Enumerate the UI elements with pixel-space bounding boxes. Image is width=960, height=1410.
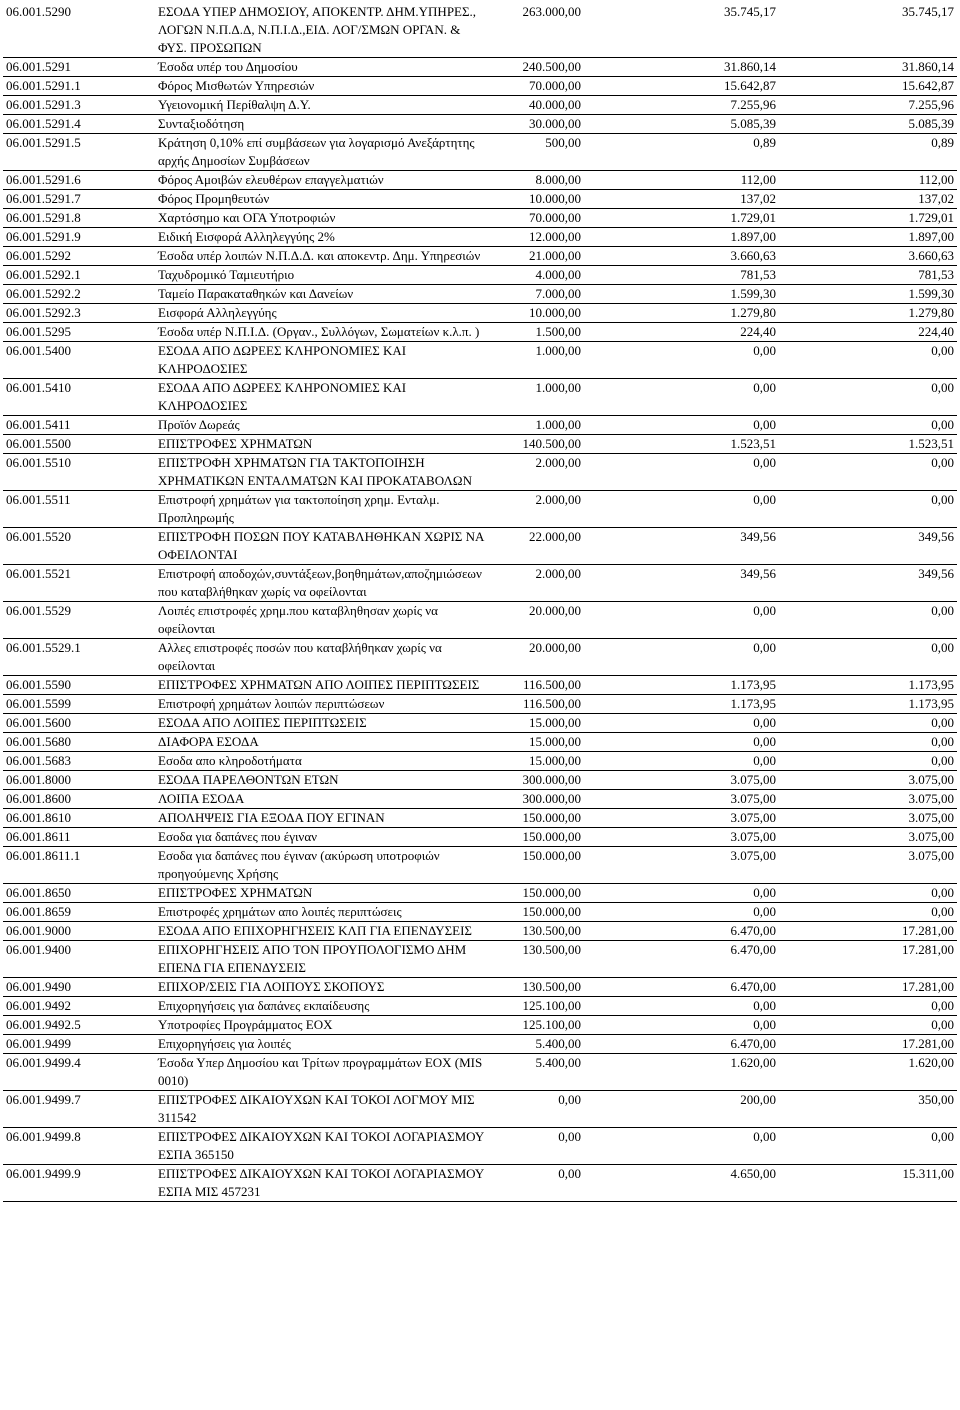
- account-description: Προϊόν Δωρεάς: [153, 416, 489, 435]
- certified-amount: 0,89: [581, 134, 779, 171]
- budgeted-amount: 5.400,00: [489, 1035, 581, 1054]
- certified-amount: 0,00: [581, 454, 779, 491]
- budgeted-amount: 116.500,00: [489, 676, 581, 695]
- account-code: 06.001.5599: [3, 695, 153, 714]
- account-code: 06.001.5292.2: [3, 285, 153, 304]
- account-code: 06.001.5295: [3, 323, 153, 342]
- budgeted-amount: 263.000,00: [489, 3, 581, 58]
- budgeted-amount: 240.500,00: [489, 58, 581, 77]
- certified-amount: 31.860,14: [581, 58, 779, 77]
- certified-amount: 3.075,00: [581, 771, 779, 790]
- account-code: 06.001.8611: [3, 828, 153, 847]
- account-code: 06.001.9499.8: [3, 1128, 153, 1165]
- collected-amount: 0,00: [779, 1128, 957, 1165]
- budget-revenue-table: [3, 3, 957, 1202]
- certified-amount: 0,00: [581, 1016, 779, 1035]
- collected-amount: 349,56: [779, 528, 957, 565]
- collected-amount: 17.281,00: [779, 978, 957, 997]
- table-row: [3, 733, 957, 752]
- certified-amount: 349,56: [581, 565, 779, 602]
- collected-amount: 137,02: [779, 190, 957, 209]
- certified-amount: 3.075,00: [581, 828, 779, 847]
- account-code: 06.001.9492: [3, 997, 153, 1016]
- table-row: [3, 1091, 957, 1128]
- account-description: Φόρος Αμοιβών ελευθέρων επαγγελματιών: [153, 171, 489, 190]
- budgeted-amount: 1.000,00: [489, 342, 581, 379]
- account-code: 06.001.9499: [3, 1035, 153, 1054]
- collected-amount: 1.173,95: [779, 695, 957, 714]
- collected-amount: 3.075,00: [779, 828, 957, 847]
- account-code: 06.001.9490: [3, 978, 153, 997]
- table-row: [3, 115, 957, 134]
- table-row: [3, 435, 957, 454]
- account-description: ΔΙΑΦΟΡΑ ΕΣΟΔΑ: [153, 733, 489, 752]
- budgeted-amount: 125.100,00: [489, 997, 581, 1016]
- account-code: 06.001.5410: [3, 379, 153, 416]
- budgeted-amount: 30.000,00: [489, 115, 581, 134]
- certified-amount: 0,00: [581, 1128, 779, 1165]
- table-row: [3, 941, 957, 978]
- account-code: 06.001.8600: [3, 790, 153, 809]
- certified-amount: 3.075,00: [581, 847, 779, 884]
- certified-amount: 35.745,17: [581, 3, 779, 58]
- account-description: ΕΠΙΣΤΡΟΦΕΣ ΧΡΗΜΑΤΩΝ: [153, 884, 489, 903]
- certified-amount: 1.729,01: [581, 209, 779, 228]
- budgeted-amount: 125.100,00: [489, 1016, 581, 1035]
- collected-amount: 1.173,95: [779, 676, 957, 695]
- certified-amount: 781,53: [581, 266, 779, 285]
- certified-amount: 137,02: [581, 190, 779, 209]
- certified-amount: 6.470,00: [581, 1035, 779, 1054]
- certified-amount: 0,00: [581, 416, 779, 435]
- certified-amount: 0,00: [581, 491, 779, 528]
- account-description: Κράτηση 0,10% επί συμβάσεων για λογαρισμό Ανεξάρτητης αρχής Δημοσίων Συμβάσεων: [153, 134, 489, 171]
- collected-amount: 0,00: [779, 639, 957, 676]
- certified-amount: 1.279,80: [581, 304, 779, 323]
- account-code: 06.001.5520: [3, 528, 153, 565]
- account-description: ΕΠΙΣΤΡΟΦΕΣ ΔΙΚΑΙΟΥΧΩΝ ΚΑΙ ΤΟΚΟΙ ΛΟΓΑΡΙΑΣΜΟΥ ΕΣΠΑ ΜΙΣ 457231: [153, 1165, 489, 1202]
- table-row: [3, 790, 957, 809]
- collected-amount: 0,00: [779, 903, 957, 922]
- account-description: Εσοδα για δαπάνες που έγιναν (ακύρωση υποτροφιών προηγούμενης Χρήσης: [153, 847, 489, 884]
- table-row: [3, 171, 957, 190]
- collected-amount: 0,00: [779, 416, 957, 435]
- account-description: Εισφορά Αλληλεγγύης: [153, 304, 489, 323]
- collected-amount: 0,00: [779, 997, 957, 1016]
- certified-amount: 1.173,95: [581, 676, 779, 695]
- account-code: 06.001.8000: [3, 771, 153, 790]
- account-code: 06.001.5529: [3, 602, 153, 639]
- table-row: [3, 3, 957, 58]
- collected-amount: 781,53: [779, 266, 957, 285]
- budgeted-amount: 20.000,00: [489, 602, 581, 639]
- account-code: 06.001.5510: [3, 454, 153, 491]
- account-code: 06.001.5291.1: [3, 77, 153, 96]
- certified-amount: 15.642,87: [581, 77, 779, 96]
- certified-amount: 349,56: [581, 528, 779, 565]
- budgeted-amount: 130.500,00: [489, 941, 581, 978]
- budgeted-amount: 140.500,00: [489, 435, 581, 454]
- account-description: Λοιπές επιστροφές χρημ.που καταβληθησαν χωρίς να οφείλονται: [153, 602, 489, 639]
- account-description: ΛΟΙΠΑ ΕΣΟΔΑ: [153, 790, 489, 809]
- account-code: 06.001.5291.7: [3, 190, 153, 209]
- table-row: [3, 565, 957, 602]
- account-code: 06.001.5521: [3, 565, 153, 602]
- table-row: [3, 528, 957, 565]
- table-row: [3, 695, 957, 714]
- certified-amount: 6.470,00: [581, 978, 779, 997]
- collected-amount: 1.279,80: [779, 304, 957, 323]
- account-description: ΕΣΟΔΑ ΑΠΟ ΔΩΡΕΕΣ ΚΛΗΡΟΝΟΜΙΕΣ ΚΑΙ ΚΛΗΡΟΔΟΣΙΕΣ: [153, 342, 489, 379]
- budgeted-amount: 21.000,00: [489, 247, 581, 266]
- certified-amount: 1.897,00: [581, 228, 779, 247]
- account-description: Ταμείο Παρακαταθηκών και Δανείων: [153, 285, 489, 304]
- account-description: ΕΠΙΣΤΡΟΦΕΣ ΔΙΚΑΙΟΥΧΩΝ ΚΑΙ ΤΟΚΟΙ ΛΟΓΑΡΙΑΣΜΟΥ ΕΣΠΑ 365150: [153, 1128, 489, 1165]
- account-description: Υποτροφίες Προγράμματος ΕΟΧ: [153, 1016, 489, 1035]
- account-description: ΕΠΙΣΤΡΟΦΕΣ ΧΡΗΜΑΤΩΝ: [153, 435, 489, 454]
- account-code: 06.001.5291.3: [3, 96, 153, 115]
- certified-amount: 1.620,00: [581, 1054, 779, 1091]
- certified-amount: 224,40: [581, 323, 779, 342]
- account-code: 06.001.5291.6: [3, 171, 153, 190]
- collected-amount: 35.745,17: [779, 3, 957, 58]
- collected-amount: 3.075,00: [779, 790, 957, 809]
- certified-amount: 0,00: [581, 733, 779, 752]
- certified-amount: 0,00: [581, 602, 779, 639]
- certified-amount: 0,00: [581, 379, 779, 416]
- collected-amount: 3.075,00: [779, 809, 957, 828]
- table-body: [3, 3, 957, 1202]
- budgeted-amount: 2.000,00: [489, 565, 581, 602]
- certified-amount: 6.470,00: [581, 922, 779, 941]
- account-code: 06.001.5511: [3, 491, 153, 528]
- account-code: 06.001.5411: [3, 416, 153, 435]
- table-row: [3, 379, 957, 416]
- budgeted-amount: 1.000,00: [489, 416, 581, 435]
- table-row: [3, 714, 957, 733]
- collected-amount: 1.620,00: [779, 1054, 957, 1091]
- account-description: ΕΣΟΔΑ ΑΠΟ ΔΩΡΕΕΣ ΚΛΗΡΟΝΟΜΙΕΣ ΚΑΙ ΚΛΗΡΟΔΟΣΙΕΣ: [153, 379, 489, 416]
- collected-amount: 3.660,63: [779, 247, 957, 266]
- table-row: [3, 96, 957, 115]
- budgeted-amount: 4.000,00: [489, 266, 581, 285]
- collected-amount: 0,00: [779, 342, 957, 379]
- table-row: [3, 1054, 957, 1091]
- table-row: [3, 1016, 957, 1035]
- certified-amount: 0,00: [581, 714, 779, 733]
- table-row: [3, 752, 957, 771]
- table-row: [3, 454, 957, 491]
- account-description: ΕΣΟΔΑ ΑΠΟ ΕΠΙΧΟΡΗΓΗΣΕΙΣ ΚΛΠ ΓΙΑ ΕΠΕΝΔΥΣΕΙΣ: [153, 922, 489, 941]
- certified-amount: 0,00: [581, 884, 779, 903]
- certified-amount: 0,00: [581, 752, 779, 771]
- account-description: Επιστροφή αποδοχών,συντάξεων,βοηθημάτων,αποζημιώσεων που καταβλήθηκαν χωρίς να οφείλονται: [153, 565, 489, 602]
- collected-amount: 17.281,00: [779, 922, 957, 941]
- collected-amount: 0,00: [779, 454, 957, 491]
- table-row: [3, 491, 957, 528]
- account-description: Επιχορηγήσεις για δαπάνες εκπαίδευσης: [153, 997, 489, 1016]
- budgeted-amount: 300.000,00: [489, 790, 581, 809]
- certified-amount: 3.660,63: [581, 247, 779, 266]
- account-code: 06.001.5500: [3, 435, 153, 454]
- account-description: Εσοδα απο κληροδοτήματα: [153, 752, 489, 771]
- certified-amount: 5.085,39: [581, 115, 779, 134]
- certified-amount: 0,00: [581, 342, 779, 379]
- account-description: ΕΠΙΣΤΡΟΦΗ ΧΡΗΜΑΤΩΝ ΓΙΑ ΤΑΚΤΟΠΟΙΗΣΗ ΧΡΗΜΑΤΙΚΩΝ ΕΝΤΑΛΜΑΤΩΝ ΚΑΙ ΠΡΟΚΑΤΑΒΟΛΩΝ: [153, 454, 489, 491]
- account-code: 06.001.5292.3: [3, 304, 153, 323]
- table-row: [3, 771, 957, 790]
- account-code: 06.001.5292: [3, 247, 153, 266]
- account-code: 06.001.5680: [3, 733, 153, 752]
- table-row: [3, 847, 957, 884]
- account-code: 06.001.5400: [3, 342, 153, 379]
- account-code: 06.001.5683: [3, 752, 153, 771]
- certified-amount: 3.075,00: [581, 790, 779, 809]
- table-row: [3, 809, 957, 828]
- collected-amount: 1.729,01: [779, 209, 957, 228]
- table-row: [3, 266, 957, 285]
- account-code: 06.001.9499.7: [3, 1091, 153, 1128]
- collected-amount: 7.255,96: [779, 96, 957, 115]
- collected-amount: 15.642,87: [779, 77, 957, 96]
- budgeted-amount: 0,00: [489, 1091, 581, 1128]
- account-description: Έσοδα υπέρ λοιπών Ν.Π.Δ.Δ. και αποκεντρ. Δημ. Υπηρεσιών: [153, 247, 489, 266]
- table-row: [3, 997, 957, 1016]
- certified-amount: 0,00: [581, 903, 779, 922]
- budgeted-amount: 10.000,00: [489, 190, 581, 209]
- table-row: [3, 828, 957, 847]
- collected-amount: 0,00: [779, 1016, 957, 1035]
- account-description: Χαρτόσημο και ΟΓΑ Υποτροφιών: [153, 209, 489, 228]
- account-code: 06.001.5529.1: [3, 639, 153, 676]
- collected-amount: 0,00: [779, 884, 957, 903]
- collected-amount: 0,00: [779, 379, 957, 416]
- table-row: [3, 884, 957, 903]
- account-code: 06.001.5590: [3, 676, 153, 695]
- table-row: [3, 323, 957, 342]
- budgeted-amount: 70.000,00: [489, 77, 581, 96]
- budgeted-amount: 8.000,00: [489, 171, 581, 190]
- table-row: [3, 676, 957, 695]
- budgeted-amount: 12.000,00: [489, 228, 581, 247]
- budgeted-amount: 40.000,00: [489, 96, 581, 115]
- collected-amount: 0,00: [779, 602, 957, 639]
- certified-amount: 200,00: [581, 1091, 779, 1128]
- budgeted-amount: 2.000,00: [489, 454, 581, 491]
- collected-amount: 3.075,00: [779, 771, 957, 790]
- budgeted-amount: 2.000,00: [489, 491, 581, 528]
- table-row: [3, 416, 957, 435]
- budgeted-amount: 150.000,00: [489, 809, 581, 828]
- account-code: 06.001.5291.8: [3, 209, 153, 228]
- budgeted-amount: 70.000,00: [489, 209, 581, 228]
- collected-amount: 0,00: [779, 733, 957, 752]
- budgeted-amount: 130.500,00: [489, 922, 581, 941]
- certified-amount: 7.255,96: [581, 96, 779, 115]
- collected-amount: 17.281,00: [779, 941, 957, 978]
- account-description: Ειδική Εισφορά Αλληλεγγύης 2%: [153, 228, 489, 247]
- account-code: 06.001.5290: [3, 3, 153, 58]
- account-description: Επιστροφή χρημάτων λοιπών περιπτώσεων: [153, 695, 489, 714]
- collected-amount: 5.085,39: [779, 115, 957, 134]
- account-code: 06.001.5292.1: [3, 266, 153, 285]
- account-description: ΕΠΙΧΟΡΗΓΗΣΕΙΣ ΑΠΟ ΤΟΝ ΠΡΟΥΠΟΛΟΓΙΣΜΟ ΔΗΜ ΕΠΕΝΔ ΓΙΑ ΕΠΕΝΔΥΣΕΙΣ: [153, 941, 489, 978]
- table-row: [3, 77, 957, 96]
- table-row: [3, 209, 957, 228]
- collected-amount: 350,00: [779, 1091, 957, 1128]
- account-code: 06.001.8659: [3, 903, 153, 922]
- table-row: [3, 1165, 957, 1202]
- account-description: Έσοδα υπέρ Ν.Π.Ι.Δ. (Οργαν., Συλλόγων, Σωματείων κ.λ.π. ): [153, 323, 489, 342]
- account-description: Ταχυδρομικό Ταμιευτήριο: [153, 266, 489, 285]
- account-code: 06.001.9499.9: [3, 1165, 153, 1202]
- budgeted-amount: 1.000,00: [489, 379, 581, 416]
- budgeted-amount: 10.000,00: [489, 304, 581, 323]
- account-description: ΕΠΙΣΤΡΟΦΗ ΠΟΣΩΝ ΠΟΥ ΚΑΤΑΒΛΗΘΗΚΑΝ ΧΩΡΙΣ ΝΑ ΟΦΕΙΛΟΝΤΑΙ: [153, 528, 489, 565]
- collected-amount: 224,40: [779, 323, 957, 342]
- certified-amount: 4.650,00: [581, 1165, 779, 1202]
- budgeted-amount: 1.500,00: [489, 323, 581, 342]
- budgeted-amount: 150.000,00: [489, 884, 581, 903]
- table-row: [3, 247, 957, 266]
- account-code: 06.001.8611.1: [3, 847, 153, 884]
- account-code: 06.001.5291.9: [3, 228, 153, 247]
- table-row: [3, 602, 957, 639]
- account-description: ΕΠΙΧΟΡ/ΣΕΙΣ ΓΙΑ ΛΟΙΠΟΥΣ ΣΚΟΠΟΥΣ: [153, 978, 489, 997]
- account-description: ΕΣΟΔΑ ΑΠΟ ΛΟΙΠΕΣ ΠΕΡΙΠΤΩΣΕΙΣ: [153, 714, 489, 733]
- account-description: Επιστροφή χρημάτων για τακτοποίηση χρημ. Ενταλμ. Προπληρωμής: [153, 491, 489, 528]
- table-row: [3, 978, 957, 997]
- account-code: 06.001.8610: [3, 809, 153, 828]
- budgeted-amount: 0,00: [489, 1128, 581, 1165]
- account-code: 06.001.9000: [3, 922, 153, 941]
- account-code: 06.001.9492.5: [3, 1016, 153, 1035]
- collected-amount: 0,00: [779, 752, 957, 771]
- budgeted-amount: 150.000,00: [489, 847, 581, 884]
- account-description: ΕΠΙΣΤΡΟΦΕΣ ΔΙΚΑΙΟΥΧΩΝ ΚΑΙ ΤΟΚΟΙ ΛΟΓΜΟΥ ΜΙΣ 311542: [153, 1091, 489, 1128]
- table-row: [3, 922, 957, 941]
- budgeted-amount: 116.500,00: [489, 695, 581, 714]
- budgeted-amount: 500,00: [489, 134, 581, 171]
- certified-amount: 3.075,00: [581, 809, 779, 828]
- certified-amount: 0,00: [581, 997, 779, 1016]
- certified-amount: 1.599,30: [581, 285, 779, 304]
- collected-amount: 1.599,30: [779, 285, 957, 304]
- table-row: [3, 1128, 957, 1165]
- account-description: ΕΠΙΣΤΡΟΦΕΣ ΧΡΗΜΑΤΩΝ ΑΠΟ ΛΟΙΠΕΣ ΠΕΡΙΠΤΩΣΕΙΣ: [153, 676, 489, 695]
- collected-amount: 349,56: [779, 565, 957, 602]
- collected-amount: 1.523,51: [779, 435, 957, 454]
- certified-amount: 6.470,00: [581, 941, 779, 978]
- certified-amount: 1.523,51: [581, 435, 779, 454]
- account-description: ΕΣΟΔΑ ΥΠΕΡ ΔΗΜΟΣΙΟΥ, ΑΠΟΚΕΝΤΡ. ΔΗΜ.ΥΠΗΡΕΣ., ΛΟΓΩΝ Ν.Π.Δ.Δ, Ν.Π.Ι.Δ.,ΕΙΔ. ΛΟΓ/ΣΜΩΝ ΟΡΓΑΝ. & ΦΥΣ. ΠΡΟΣΩΠΩΝ: [153, 3, 489, 58]
- account-code: 06.001.5291: [3, 58, 153, 77]
- table-row: [3, 304, 957, 323]
- budgeted-amount: 20.000,00: [489, 639, 581, 676]
- collected-amount: 0,00: [779, 491, 957, 528]
- certified-amount: 1.173,95: [581, 695, 779, 714]
- budgeted-amount: 15.000,00: [489, 714, 581, 733]
- account-description: Φόρος Μισθωτών Υπηρεσιών: [153, 77, 489, 96]
- table-row: [3, 228, 957, 247]
- table-row: [3, 342, 957, 379]
- collected-amount: 0,89: [779, 134, 957, 171]
- table-row: [3, 903, 957, 922]
- account-description: Φόρος Προμηθευτών: [153, 190, 489, 209]
- account-description: Αλλες επιστροφές ποσών που καταβλήθηκαν χωρίς να οφείλονται: [153, 639, 489, 676]
- account-description: Εσοδα για δαπάνες που έγιναν: [153, 828, 489, 847]
- table-row: [3, 58, 957, 77]
- certified-amount: 112,00: [581, 171, 779, 190]
- table-row: [3, 285, 957, 304]
- budgeted-amount: 15.000,00: [489, 752, 581, 771]
- account-code: 06.001.8650: [3, 884, 153, 903]
- account-description: ΕΣΟΔΑ ΠΑΡΕΛΘΟΝΤΩΝ ΕΤΩΝ: [153, 771, 489, 790]
- table-row: [3, 639, 957, 676]
- table-row: [3, 134, 957, 171]
- account-code: 06.001.5600: [3, 714, 153, 733]
- table-row: [3, 1035, 957, 1054]
- budgeted-amount: 15.000,00: [489, 733, 581, 752]
- budgeted-amount: 130.500,00: [489, 978, 581, 997]
- budgeted-amount: 22.000,00: [489, 528, 581, 565]
- table-row: [3, 190, 957, 209]
- account-description: Υγειονομική Περίθαλψη Δ.Υ.: [153, 96, 489, 115]
- account-code: 06.001.5291.4: [3, 115, 153, 134]
- account-code: 06.001.9400: [3, 941, 153, 978]
- budgeted-amount: 7.000,00: [489, 285, 581, 304]
- account-description: Έσοδα υπέρ του Δημοσίου: [153, 58, 489, 77]
- collected-amount: 1.897,00: [779, 228, 957, 247]
- account-description: Έσοδα Υπερ Δημοσίου και Τρίτων προγραμμάτων ΕΟΧ (MIS 0010): [153, 1054, 489, 1091]
- collected-amount: 112,00: [779, 171, 957, 190]
- collected-amount: 3.075,00: [779, 847, 957, 884]
- account-description: Συνταξιοδότηση: [153, 115, 489, 134]
- collected-amount: 0,00: [779, 714, 957, 733]
- budgeted-amount: 300.000,00: [489, 771, 581, 790]
- budgeted-amount: 5.400,00: [489, 1054, 581, 1091]
- certified-amount: 0,00: [581, 639, 779, 676]
- account-description: Επιχορηγήσεις για λοιπές: [153, 1035, 489, 1054]
- collected-amount: 17.281,00: [779, 1035, 957, 1054]
- account-description: ΑΠΟΛΗΨΕΙΣ ΓΙΑ ΕΞΟΔΑ ΠΟΥ ΕΓΙΝΑΝ: [153, 809, 489, 828]
- collected-amount: 15.311,00: [779, 1165, 957, 1202]
- account-code: 06.001.9499.4: [3, 1054, 153, 1091]
- budgeted-amount: 150.000,00: [489, 828, 581, 847]
- budgeted-amount: 150.000,00: [489, 903, 581, 922]
- account-description: Επιστροφές χρημάτων απο λοιπές περιπτώσεις: [153, 903, 489, 922]
- budgeted-amount: 0,00: [489, 1165, 581, 1202]
- collected-amount: 31.860,14: [779, 58, 957, 77]
- account-code: 06.001.5291.5: [3, 134, 153, 171]
